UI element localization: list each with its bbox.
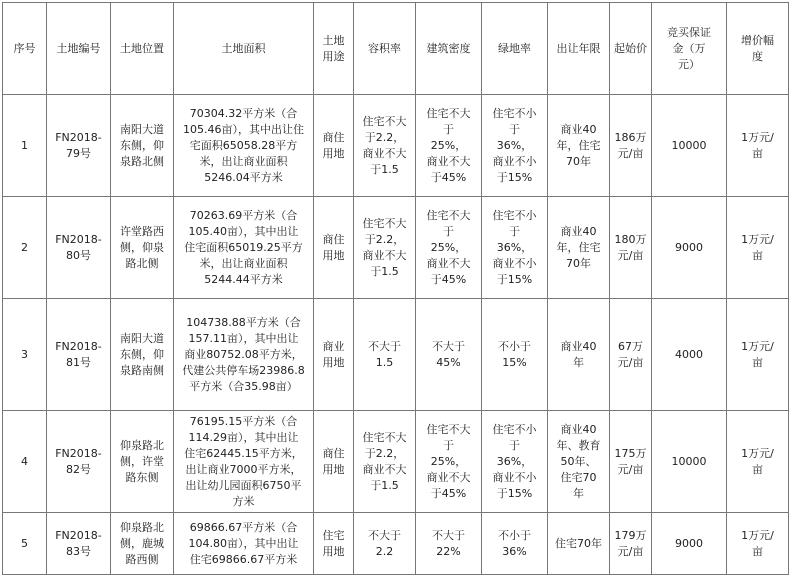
cell-increment: 1万元/ 亩 <box>727 299 789 411</box>
cell-starting-price: 175万 元/亩 <box>610 411 652 513</box>
cell-building-density: 不大于 45% <box>416 299 482 411</box>
cell-green-ratio: 不小于 15% <box>482 299 548 411</box>
cell-land-use: 住宅 用地 <box>314 513 354 575</box>
cell-increment: 1万元/ 亩 <box>727 197 789 299</box>
cell-area: 76195.15平方米（合 114.29亩），其中出让 住宅62445.15平方米， 出让商业7000平方米， 出让幼儿园面积6750平 方米 <box>174 411 314 513</box>
table-row <box>3 197 789 299</box>
cell-increment: 1万元/ 亩 <box>727 513 789 575</box>
header-cell-green-ratio: 绿地率 <box>482 3 548 95</box>
cell-land-code: FN2018- 81号 <box>47 299 111 411</box>
cell-location: 仰泉路北 侧，鹿城 路西侧 <box>111 513 174 575</box>
cell-green-ratio: 住宅不小 于 36%， 商业不小 于15% <box>482 411 548 513</box>
table-row <box>3 513 789 575</box>
cell-starting-price: 179万 元/亩 <box>610 513 652 575</box>
cell-starting-price: 180万 元/亩 <box>610 197 652 299</box>
cell-area: 70304.32平方米（合 105.46亩），其中出让住 宅面积65058.28平方 米，出让商业面积 5246.04平方米 <box>174 95 314 197</box>
header-cell-lease-term: 出让年限 <box>548 3 610 95</box>
cell-building-density: 不大于 22% <box>416 513 482 575</box>
cell-land-code: FN2018- 82号 <box>47 411 111 513</box>
header-cell-plot-ratio: 容积率 <box>354 3 416 95</box>
land-auction-table <box>2 2 789 575</box>
header-cell-building-density: 建筑密度 <box>416 3 482 95</box>
cell-land-code: FN2018- 79号 <box>47 95 111 197</box>
cell-plot-ratio: 不大于 1.5 <box>354 299 416 411</box>
cell-green-ratio: 住宅不小 于 36%， 商业不小 于15% <box>482 197 548 299</box>
cell-lease-term: 商业40 年，住宅 70年 <box>548 95 610 197</box>
cell-starting-price: 67万 元/亩 <box>610 299 652 411</box>
table-row <box>3 411 789 513</box>
cell-deposit: 9000 <box>652 513 727 575</box>
header-cell-land-code: 土地编号 <box>47 3 111 95</box>
cell-location: 许堂路西 侧，仰泉 路北侧 <box>111 197 174 299</box>
cell-building-density: 住宅不大 于 25%， 商业不大 于45% <box>416 95 482 197</box>
cell-land-use: 商业 用地 <box>314 299 354 411</box>
cell-building-density: 住宅不大 于 25%， 商业不大 于45% <box>416 411 482 513</box>
cell-building-density: 住宅不大 于 25%， 商业不大 于45% <box>416 197 482 299</box>
cell-plot-ratio: 住宅不大 于2.2， 商业不大 于1.5 <box>354 411 416 513</box>
cell-deposit: 10000 <box>652 411 727 513</box>
header-cell-land-use: 土地 用途 <box>314 3 354 95</box>
cell-area: 69866.67平方米（合 104.80亩），其中出让 住宅69866.67平方米 <box>174 513 314 575</box>
cell-increment: 1万元/ 亩 <box>727 411 789 513</box>
cell-green-ratio: 住宅不小 于 36%， 商业不小 于15% <box>482 95 548 197</box>
header-cell-area: 土地面积 <box>174 3 314 95</box>
cell-increment: 1万元/ 亩 <box>727 95 789 197</box>
cell-starting-price: 186万 元/亩 <box>610 95 652 197</box>
cell-lease-term: 商业40 年、教育 50年、 住宅70 年 <box>548 411 610 513</box>
table-row <box>3 299 789 411</box>
cell-plot-ratio: 住宅不大 于2.2， 商业不大 于1.5 <box>354 95 416 197</box>
cell-lease-term: 住宅70年 <box>548 513 610 575</box>
cell-lease-term: 商业40 年，住宅 70年 <box>548 197 610 299</box>
cell-index: 4 <box>3 411 47 513</box>
cell-index: 1 <box>3 95 47 197</box>
header-cell-index: 序号 <box>3 3 47 95</box>
cell-deposit: 4000 <box>652 299 727 411</box>
cell-index: 3 <box>3 299 47 411</box>
cell-location: 南阳大道 东侧，仰 泉路北侧 <box>111 95 174 197</box>
cell-location: 南阳大道 东侧，仰 泉路南侧 <box>111 299 174 411</box>
cell-land-code: FN2018- 80号 <box>47 197 111 299</box>
cell-plot-ratio: 不大于 2.2 <box>354 513 416 575</box>
cell-land-use: 商住 用地 <box>314 197 354 299</box>
cell-area: 104738.88平方米（合 157.11亩），其中出让 商业80752.08平方米， 代建公共停车场23986.8 平方米（合35.98亩） <box>174 299 314 411</box>
cell-area: 70263.69平方米（合 105.40亩），其中出让 住宅面积65019.25平方 米，出让商业面积 5244.44平方米 <box>174 197 314 299</box>
table-row <box>3 95 789 197</box>
header-cell-deposit: 竞买保证 金（万 元） <box>652 3 727 95</box>
cell-land-use: 商住 用地 <box>314 95 354 197</box>
cell-location: 仰泉路北 侧，许堂 路东侧 <box>111 411 174 513</box>
cell-lease-term: 商业40 年 <box>548 299 610 411</box>
cell-land-code: FN2018- 83号 <box>47 513 111 575</box>
cell-green-ratio: 不小于 36% <box>482 513 548 575</box>
cell-index: 2 <box>3 197 47 299</box>
cell-plot-ratio: 住宅不大 于2.2， 商业不大 于1.5 <box>354 197 416 299</box>
cell-land-use: 商住 用地 <box>314 411 354 513</box>
header-cell-location: 土地位置 <box>111 3 174 95</box>
header-cell-starting-price: 起始价 <box>610 3 652 95</box>
cell-deposit: 10000 <box>652 95 727 197</box>
cell-index: 5 <box>3 513 47 575</box>
header-row <box>3 3 789 95</box>
header-cell-increment: 增价幅 度 <box>727 3 789 95</box>
cell-deposit: 9000 <box>652 197 727 299</box>
